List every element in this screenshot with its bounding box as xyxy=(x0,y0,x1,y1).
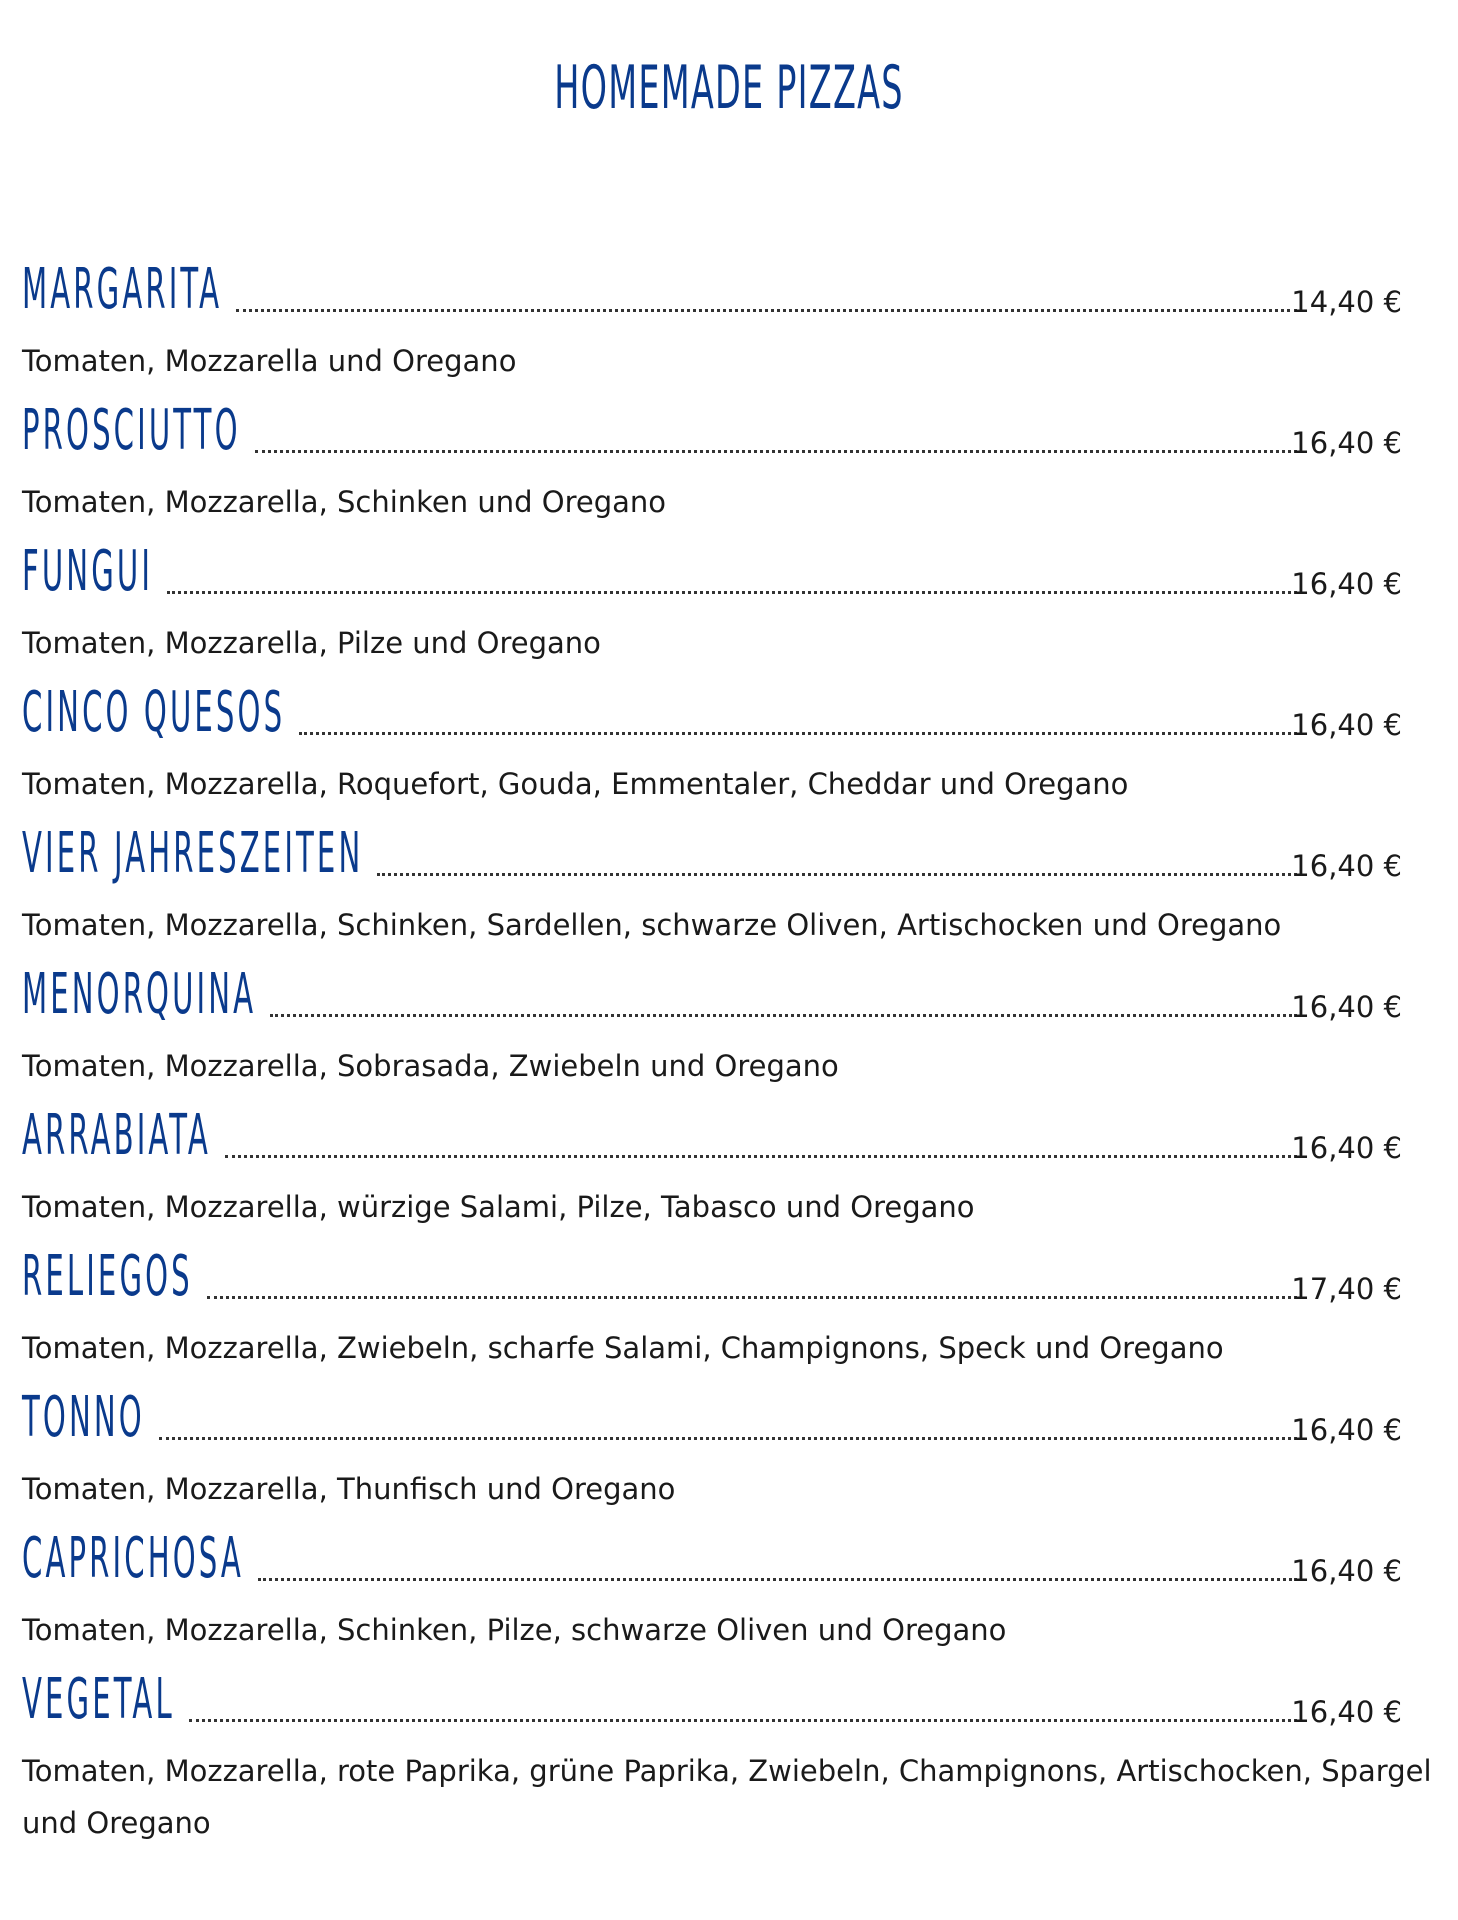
menu-item xyxy=(22,1101,1442,1242)
pizza-price: 16,40 € xyxy=(1291,1554,1402,1588)
menu-item xyxy=(22,1242,1442,1383)
pizza-description: Tomaten, Mozzarella, Schinken, Pilze, schwarze Oliven und Oregano xyxy=(22,1613,1007,1647)
dot-leader xyxy=(207,1296,1297,1299)
pizza-description: Tomaten, Mozzarella, Schinken, Sardellen, schwarze Oliven, Artischocken und Oregano xyxy=(22,908,1282,942)
pizza-price: 16,40 € xyxy=(1291,1413,1402,1447)
pizza-description: Tomaten, Mozzarella, rote Paprika, grüne Paprika, Zwiebeln, Champignons, Artischocken, Spargel und Oregano xyxy=(22,1754,1432,1840)
dot-leader xyxy=(236,309,1297,312)
menu-item-head xyxy=(22,960,1422,1036)
pizza-name: ARRABIATA xyxy=(22,1103,211,1168)
menu-item-head xyxy=(22,1665,1422,1741)
menu-item xyxy=(22,1383,1442,1524)
menu-item-head xyxy=(22,255,1422,331)
dot-leader xyxy=(225,1155,1297,1158)
menu-item xyxy=(22,396,1442,537)
menu-item xyxy=(22,537,1442,678)
pizza-description: Tomaten, Mozzarella, Roquefort, Gouda, Emmentaler, Cheddar und Oregano xyxy=(22,767,1129,801)
pizza-name: MENORQUINA xyxy=(22,962,257,1027)
menu-item xyxy=(22,255,1442,396)
pizza-name: TONNO xyxy=(22,1385,145,1450)
pizza-price: 14,40 € xyxy=(1291,285,1402,319)
pizza-price: 16,40 € xyxy=(1291,567,1402,601)
dot-leader xyxy=(189,1719,1297,1722)
menu-item xyxy=(22,819,1442,960)
pizza-description: Tomaten, Mozzarella, Thunfisch und Oregano xyxy=(22,1472,676,1506)
menu-item-head xyxy=(22,819,1422,895)
pizza-name: CINCO QUESOS xyxy=(22,680,286,745)
page-title: HOMEMADE PIZZAS xyxy=(554,53,904,123)
menu-item-head xyxy=(22,1242,1422,1318)
menu-item xyxy=(22,1665,1442,1840)
pizza-name: VIER JAHRESZEITEN xyxy=(22,821,364,886)
menu-item-head xyxy=(22,678,1422,754)
menu-item xyxy=(22,678,1442,819)
menu-item-head xyxy=(22,1524,1422,1600)
pizza-price: 16,40 € xyxy=(1291,426,1402,460)
pizza-description: Tomaten, Mozzarella, Sobrasada, Zwiebeln und Oregano xyxy=(22,1049,839,1083)
menu-item-head xyxy=(22,396,1422,472)
pizza-description: Tomaten, Mozzarella, Zwiebeln, scharfe Salami, Champignons, Speck und Oregano xyxy=(22,1331,1224,1365)
pizza-description: Tomaten, Mozzarella, würzige Salami, Pilze, Tabasco und Oregano xyxy=(22,1190,975,1224)
dot-leader xyxy=(167,591,1297,594)
pizza-name: RELIEGOS xyxy=(22,1244,193,1309)
pizza-description: Tomaten, Mozzarella, Schinken und Oregano xyxy=(22,485,667,519)
pizza-price: 16,40 € xyxy=(1291,708,1402,742)
pizza-price: 16,40 € xyxy=(1291,1695,1402,1729)
pizza-price: 17,40 € xyxy=(1291,1272,1402,1306)
pizza-list xyxy=(22,255,1442,1840)
menu-item xyxy=(22,960,1442,1101)
dot-leader xyxy=(299,732,1297,735)
pizza-description: Tomaten, Mozzarella, Pilze und Oregano xyxy=(22,626,601,660)
dot-leader xyxy=(255,450,1297,453)
menu-item-head xyxy=(22,537,1422,613)
pizza-description: Tomaten, Mozzarella und Oregano xyxy=(22,344,517,378)
dot-leader xyxy=(377,873,1297,876)
dot-leader xyxy=(159,1437,1297,1440)
dot-leader xyxy=(258,1578,1297,1581)
pizza-name: PROSCIUTTO xyxy=(22,398,241,463)
pizza-name: FUNGUI xyxy=(22,539,154,604)
pizza-price: 16,40 € xyxy=(1291,849,1402,883)
pizza-name: CAPRICHOSA xyxy=(22,1526,244,1591)
menu-item-head xyxy=(22,1383,1422,1459)
pizza-name: MARGARITA xyxy=(22,257,223,322)
menu-item-head xyxy=(22,1101,1422,1177)
menu-item xyxy=(22,1524,1442,1665)
pizza-name: VEGETAL xyxy=(22,1667,175,1732)
dot-leader xyxy=(270,1014,1297,1017)
pizza-price: 16,40 € xyxy=(1291,1131,1402,1165)
pizza-price: 16,40 € xyxy=(1291,990,1402,1024)
